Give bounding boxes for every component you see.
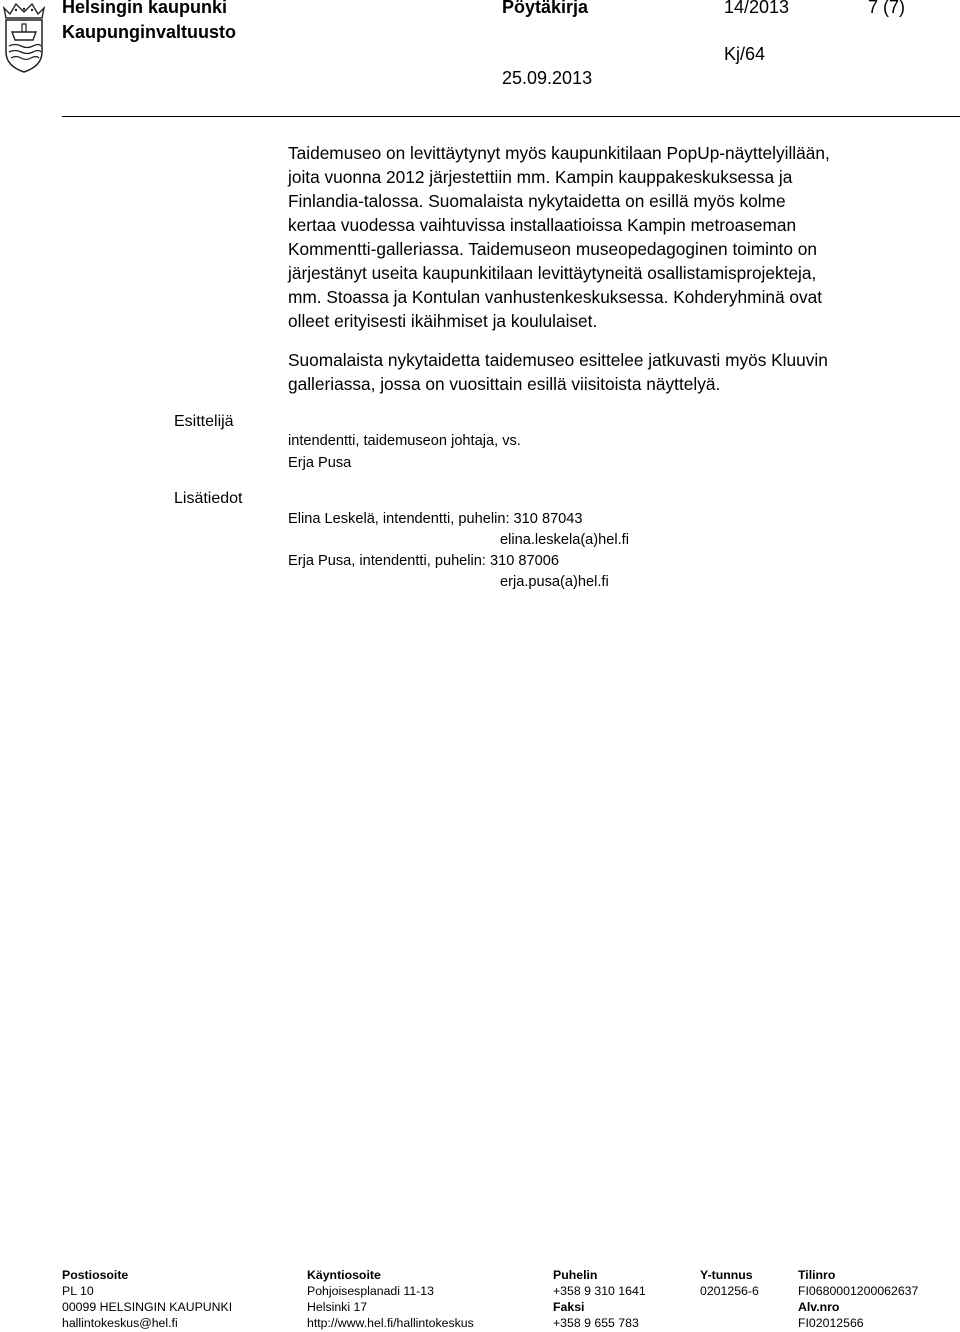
info-label: Lisätiedot xyxy=(174,490,243,507)
header-divider xyxy=(62,116,960,117)
tilinro-label: Tilinro xyxy=(798,1268,836,1282)
contact-email[interactable]: erja.pusa(a)hel.fi xyxy=(500,574,609,590)
text-line: olleet erityisesti ikäihmiset ja koululaiset. xyxy=(288,311,598,331)
contact-line: Erja Pusa, intendentti, puhelin: 310 87006 xyxy=(288,553,559,569)
phone-value: +358 9 310 1641 xyxy=(553,1284,646,1298)
paragraph-2 xyxy=(288,348,828,396)
footer-phone xyxy=(553,1267,646,1331)
text-line: Suomalaista nykytaidetta taidemuseo esittelee jatkuvasti myös Kluuvin xyxy=(288,350,828,370)
fax-label: Faksi xyxy=(553,1300,585,1314)
alv-label: Alv.nro xyxy=(798,1300,840,1314)
phone-label: Puhelin xyxy=(553,1268,598,1282)
doc-type: Pöytäkirja xyxy=(502,0,589,17)
visit-line: Helsinki 17 xyxy=(307,1300,368,1314)
postal-line: PL 10 xyxy=(62,1284,94,1298)
contact-email[interactable]: elina.leskela(a)hel.fi xyxy=(500,532,629,548)
text-line: järjestänyt useita kaupunkitilaan levittäytyneitä osallistamisprojekteja, xyxy=(288,263,817,283)
contact-line: Elina Leskelä, intendentti, puhelin: 310 87043 xyxy=(288,511,583,527)
postal-line: 00099 HELSINGIN KAUPUNKI xyxy=(62,1300,233,1314)
paragraph-1 xyxy=(288,141,830,333)
footer-ytunnus xyxy=(700,1267,759,1299)
ytunnus-label: Y-tunnus xyxy=(700,1268,753,1282)
footer-email[interactable]: hallintokeskus@hel.fi xyxy=(62,1316,178,1330)
meeting-date: 25.09.2013 xyxy=(502,68,593,88)
text-line: Kommentti-galleriassa. Taidemuseon museopedagoginen toiminto on xyxy=(288,239,817,259)
fax-value: +358 9 655 783 xyxy=(553,1316,639,1330)
postal-label: Postiosoite xyxy=(62,1268,129,1282)
text-line: mm. Stoassa ja Kontulan vanhustenkeskuksessa. Kohderyhminä ovat xyxy=(288,287,823,307)
footer-url[interactable]: http://www.hel.fi/hallintokeskus xyxy=(307,1316,474,1330)
org-name: Helsingin kaupunki xyxy=(62,0,228,17)
ref-number: Kj/64 xyxy=(724,44,766,64)
info-block xyxy=(288,509,629,593)
footer-postal xyxy=(62,1267,232,1331)
text-line: Taidemuseo on levittäytynyt myös kaupunkitilaan PopUp-näyttelyillään, xyxy=(288,143,830,163)
presenter-title: intendentti, taidemuseon johtaja, vs. xyxy=(288,433,521,449)
alv-value: FI02012566 xyxy=(798,1316,864,1330)
text-line: Finlandia-talossa. Suomalaista nykytaidetta on esillä myös kolme xyxy=(288,191,786,211)
presenter-block xyxy=(288,430,521,474)
doc-number: 14/2013 xyxy=(724,0,790,17)
helsinki-coat-of-arms-icon xyxy=(0,0,48,74)
visit-line: Pohjoisesplanadi 11-13 xyxy=(307,1284,434,1298)
text-line: kertaa vuodessa vaihtuvissa installaatioissa Kampin metroaseman xyxy=(288,215,797,235)
text-line: galleriassa, jossa on vuosittain esillä viisitoista näyttelyä. xyxy=(288,374,721,394)
presenter-label: Esittelijä xyxy=(174,413,234,430)
ytunnus-value: 0201256-6 xyxy=(700,1284,759,1298)
page-number: 7 (7) xyxy=(868,0,906,17)
footer-visit xyxy=(307,1267,474,1331)
body-name: Kaupunginvaltuusto xyxy=(62,22,236,42)
presenter-name: Erja Pusa xyxy=(288,455,352,471)
visit-label: Käyntiosoite xyxy=(307,1268,381,1282)
text-line: joita vuonna 2012 järjestettiin mm. Kampin kauppakeskuksessa ja xyxy=(288,167,793,187)
footer-account xyxy=(798,1267,918,1331)
tilinro-value: FI0680001200062637 xyxy=(798,1284,919,1298)
